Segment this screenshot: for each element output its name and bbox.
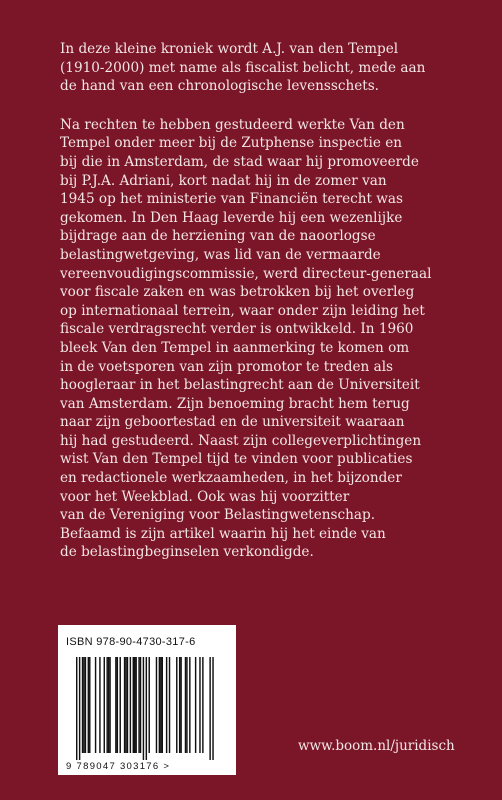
- barcode-image: [66, 657, 228, 760]
- barcode-bar: [109, 657, 110, 753]
- text-line: Befaamd is zijn artikel waarin hij het einde van: [60, 525, 386, 542]
- barcode-digits: 9 789047 303176 >: [66, 761, 171, 772]
- barcode-bar: [106, 657, 107, 753]
- text-line: In deze kleine kroniek wordt A.J. van den Tempel: [60, 41, 399, 57]
- barcode-bar: [135, 657, 136, 753]
- text-line: de hand van een chronologische levensschets.: [60, 78, 380, 95]
- barcode-bar: [104, 657, 105, 753]
- text-line: vereenvoudigingscommissie, werd directeur-generaal: [60, 265, 432, 282]
- barcode-bar: [133, 657, 134, 753]
- barcode-bar: [85, 657, 86, 753]
- barcode-bar: [199, 657, 200, 753]
- barcode-bar: [125, 657, 126, 753]
- text-line: van de Vereniging voor Belastingwetenschap.: [60, 507, 376, 524]
- barcode-bar: [185, 657, 186, 753]
- text-line: hoogleraar in het belastingrecht aan de Universiteit: [60, 377, 420, 394]
- barcode-bar: [186, 657, 187, 753]
- barcode-bar: [130, 657, 131, 753]
- barcode-bar: [149, 657, 150, 753]
- barcode-bar: [179, 657, 180, 753]
- barcode-panel: [58, 625, 236, 775]
- barcode-bar: [76, 657, 77, 760]
- text-line: wist Van den Tempel tijd te vinden voor publicaties: [60, 451, 413, 468]
- barcode-bar: [127, 657, 128, 753]
- text-line: gekomen. In Den Haag leverde hij een wezenlijke: [60, 209, 403, 226]
- barcode-bar: [209, 657, 210, 760]
- barcode-bar: [160, 657, 161, 753]
- blurb: [60, 40, 460, 562]
- text-line: en redactionele werkzaamheden, in het bijzonder: [60, 470, 402, 487]
- barcode-bar: [162, 657, 163, 753]
- text-line: voor fiscale zaken en was betrokken bij het overleg: [60, 284, 415, 301]
- barcode-bar: [143, 657, 144, 760]
- barcode-bar: [120, 657, 121, 753]
- barcode-bar: [79, 657, 80, 760]
- barcode-bar: [176, 657, 177, 753]
- barcode-bar: [89, 657, 90, 753]
- blurb-paragraph-1: [60, 40, 460, 96]
- text-line: in de voetsporen van zijn promotor te treden als: [60, 358, 394, 375]
- barcode-bar: [108, 657, 109, 753]
- blurb-paragraph-2: [60, 116, 460, 562]
- barcode-bar: [99, 657, 100, 753]
- barcode-bar: [140, 657, 141, 753]
- barcode-bar: [88, 657, 89, 753]
- barcode-bar: [212, 657, 213, 760]
- barcode-bar: [82, 657, 83, 753]
- text-line: hij had gestudeerd. Naast zijn collegeverplichtingen: [60, 432, 422, 449]
- text-line: Na rechten te hebben gestudeerd werkte Van den: [60, 116, 405, 133]
- isbn-label: ISBN 978-90-4730-317-6: [66, 636, 196, 648]
- barcode-bar: [124, 657, 125, 753]
- barcode-bar: [95, 657, 96, 753]
- text-line: bij P.J.A. Adriani, kort nadat hij in de zomer van: [60, 172, 387, 189]
- text-line: fiscale verdragsrecht verder is ontwikkeld. In 1960: [60, 321, 414, 338]
- barcode-bar: [169, 657, 170, 753]
- text-line: van Amsterdam. Zijn benoeming bracht hem terug: [60, 395, 410, 412]
- barcode-bar: [134, 657, 135, 753]
- barcode-bar: [117, 657, 118, 753]
- barcode-bar: [189, 657, 190, 753]
- text-line: belastingwetgeving, was lid van de vermaarde: [60, 246, 381, 263]
- barcode-bar: [138, 657, 139, 753]
- barcode-bar: [83, 657, 84, 753]
- text-line: de belastingbeginselen verkondigde.: [60, 544, 314, 561]
- text-line: bij die in Amsterdam, de stad waar hij promoveerde: [60, 153, 419, 170]
- barcode-bar: [195, 657, 196, 753]
- text-line: bleek Van den Tempel in aanmerking te komen om: [60, 339, 410, 356]
- text-line: voor het Weekblad. Ook was hij voorzitter: [60, 488, 350, 505]
- barcode-bar: [166, 657, 167, 753]
- text-line: 1945 op het ministerie van Financiën terecht was: [60, 191, 403, 208]
- text-line: bijdrage aan de herziening van de naoorlogse: [60, 228, 376, 245]
- text-line: (1910-2000) met name als fiscalist belicht, mede aan: [60, 59, 426, 76]
- text-line: op internationaal terrein, waar onder zijn leiding het: [60, 302, 425, 319]
- publisher-url: www.boom.nl/juridisch: [298, 738, 455, 754]
- text-line: naar zijn geboortestad en de universiteit waaraan: [60, 414, 405, 431]
- barcode-bar: [159, 657, 160, 753]
- barcode-bar: [115, 657, 116, 753]
- barcode-bar: [202, 657, 203, 753]
- barcode-bar: [146, 657, 147, 760]
- text-line: Tempel onder meer bij de Zutphense inspectie en: [60, 135, 402, 152]
- barcode-bar: [156, 657, 157, 753]
- barcode-bar: [180, 657, 181, 753]
